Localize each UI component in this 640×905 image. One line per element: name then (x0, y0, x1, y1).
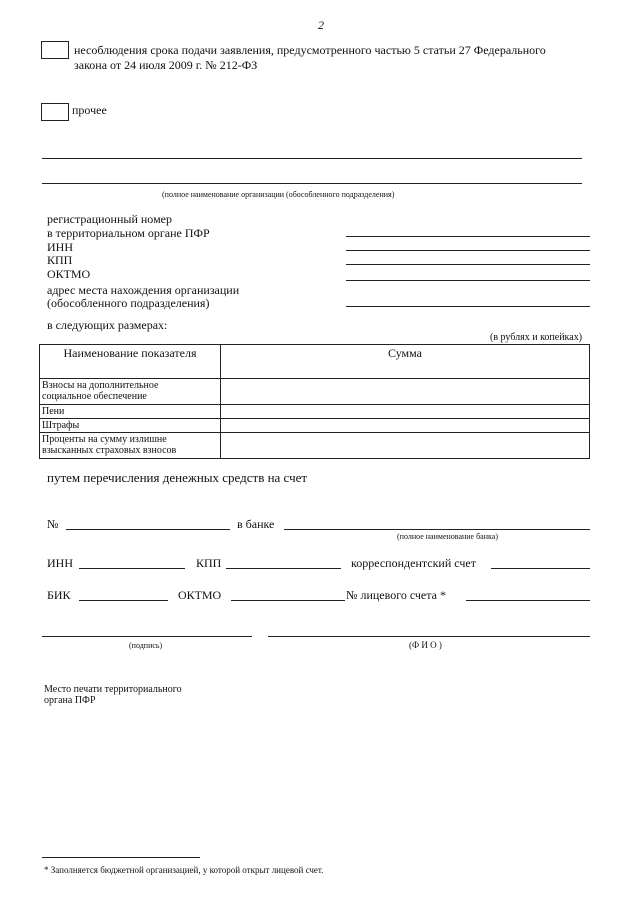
corr-account-line[interactable] (491, 568, 590, 569)
row-label-line2: социальное обеспечение (42, 391, 147, 402)
checkbox-noncompliance[interactable] (41, 41, 69, 59)
inn-line[interactable] (346, 250, 590, 251)
bank-oktmo-line[interactable] (231, 600, 345, 601)
bank-name-caption: (полное наименование банка) (397, 532, 498, 541)
org-name-line-1[interactable] (42, 158, 582, 159)
bank-kpp-line[interactable] (226, 568, 341, 569)
stamp-place-line1: Место печати территориального (44, 684, 182, 695)
kpp-line[interactable] (346, 264, 590, 265)
account-number-label: № (47, 517, 59, 531)
bank-label: в банке (237, 517, 275, 531)
units-note: (в рублях и копейках) (490, 332, 583, 343)
footnote: * Заполняется бюджетной организацией, у которой открыт лицевой счет. (44, 865, 324, 875)
oktmo-label: ОКТМО (47, 267, 91, 281)
bank-name-line[interactable] (284, 529, 590, 530)
row-label-additional-contributions (40, 379, 221, 405)
row-label-line1: Взносы на дополнительное (42, 380, 159, 391)
sum-cell-interest[interactable] (221, 433, 590, 459)
account-number-line[interactable] (66, 529, 230, 530)
signature-line[interactable] (42, 636, 252, 637)
row-label-penalties: Пени (40, 405, 221, 419)
checkbox-other-label: прочее (72, 103, 107, 117)
corr-account-label: корреспондентский счет (351, 556, 476, 570)
checkbox-other[interactable] (41, 103, 69, 121)
org-name-line-2[interactable] (42, 183, 582, 184)
kpp-label: КПП (47, 253, 73, 267)
bank-inn-label: ИНН (47, 556, 73, 570)
checkbox-noncompliance-label-line1: несоблюдения срока подачи заявления, предусмотренного частью 5 статьи 27 Федерального (74, 43, 546, 57)
oktmo-line[interactable] (346, 280, 590, 281)
reg-number-label-line1: регистрационный номер (47, 212, 172, 226)
sum-cell-additional-contributions[interactable] (221, 379, 590, 405)
row-label-fines: Штрафы (40, 419, 221, 433)
page-number: 2 (318, 18, 324, 32)
org-name-caption: (полное наименование организации (обособленного подразделения) (162, 190, 395, 199)
header-sum: Сумма (221, 345, 590, 379)
header-indicator: Наименование показателя (40, 345, 221, 379)
footnote-divider (42, 857, 200, 858)
bank-kpp-label: КПП (196, 556, 222, 570)
amounts-table (39, 344, 590, 459)
signature-caption: (подпись) (129, 641, 163, 650)
personal-account-label: № лицевого счета * (346, 588, 446, 602)
row-label-line1: Проценты на сумму излишне (42, 434, 167, 445)
inn-label: ИНН (47, 240, 73, 254)
checkbox-noncompliance-label-line2: закона от 24 июля 2009 г. № 212-ФЗ (74, 58, 258, 72)
row-label-interest (40, 433, 221, 459)
personal-account-line[interactable] (466, 600, 590, 601)
reg-number-line[interactable] (346, 236, 590, 237)
fio-line[interactable] (268, 636, 590, 637)
address-label-line2: (обособленного подразделения) (47, 296, 210, 310)
bik-line[interactable] (79, 600, 168, 601)
stamp-place-line2: органа ПФР (44, 695, 96, 706)
row-label-line2: взысканных страховых взносов (42, 445, 177, 456)
address-line[interactable] (346, 306, 590, 307)
bank-inn-line[interactable] (79, 568, 185, 569)
reg-number-label-line2: в территориальном органе ПФР (47, 226, 210, 240)
bik-label: БИК (47, 588, 71, 602)
amounts-intro: в следующих размерах: (47, 318, 168, 332)
address-label-line1: адрес места нахождения организации (47, 283, 240, 297)
fio-caption: (Ф И О ) (409, 640, 442, 650)
sum-cell-penalties[interactable] (221, 405, 590, 419)
sum-cell-fines[interactable] (221, 419, 590, 433)
bank-oktmo-label: ОКТМО (178, 588, 222, 602)
transfer-text: путем перечисления денежных средств на счет (47, 470, 308, 485)
